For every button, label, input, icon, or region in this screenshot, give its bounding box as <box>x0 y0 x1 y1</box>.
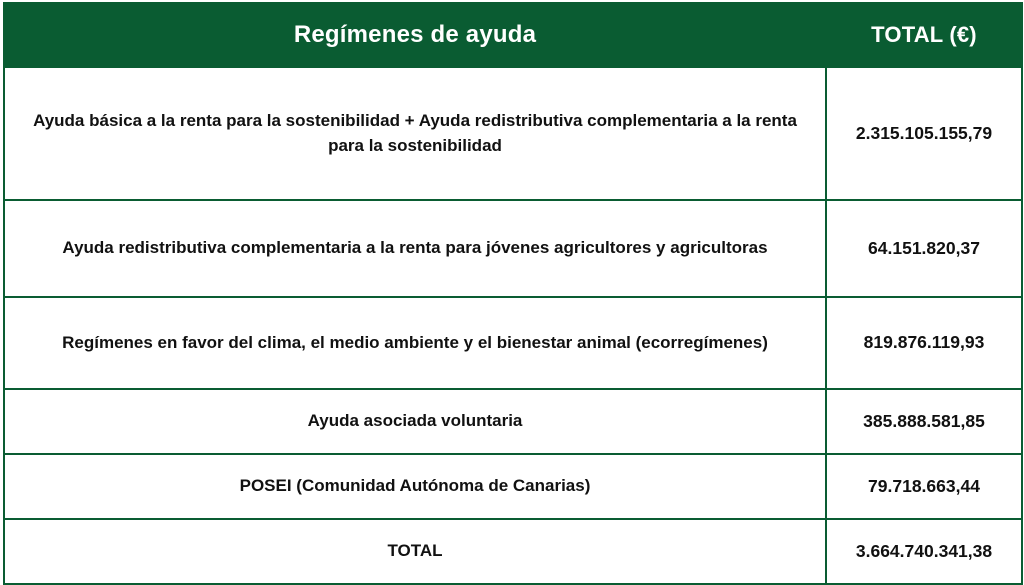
table-header <box>4 3 1022 67</box>
table-row <box>4 454 1022 519</box>
table-row <box>4 297 1022 389</box>
aid-schemes-table <box>3 2 1023 585</box>
cell-aid-scheme-amount: 64.151.820,37 <box>826 200 1022 297</box>
cell-aid-scheme-amount: 2.315.105.155,79 <box>826 67 1022 200</box>
cell-aid-scheme-amount: 819.876.119,93 <box>826 297 1022 389</box>
cell-aid-scheme-name: POSEI (Comunidad Autónoma de Canarias) <box>4 454 826 519</box>
cell-aid-scheme-name: Ayuda básica a la renta para la sostenibilidad + Ayuda redistributiva complementaria a la renta para la sostenibilidad <box>4 67 826 200</box>
column-header-aid-schemes: Regímenes de ayuda <box>4 3 826 67</box>
cell-aid-scheme-name: Ayuda redistributiva complementaria a la renta para jóvenes agricultores y agricultoras <box>4 200 826 297</box>
column-header-total: TOTAL (€) <box>826 3 1022 67</box>
cell-aid-scheme-amount: 385.888.581,85 <box>826 389 1022 454</box>
cell-total-label: TOTAL <box>4 519 826 584</box>
cell-aid-scheme-name: Regímenes en favor del clima, el medio ambiente y el bienestar animal (ecorregímenes) <box>4 297 826 389</box>
cell-total-amount: 3.664.740.341,38 <box>826 519 1022 584</box>
table-row <box>4 389 1022 454</box>
cell-aid-scheme-name: Ayuda asociada voluntaria <box>4 389 826 454</box>
table-row-total <box>4 519 1022 584</box>
cell-aid-scheme-amount: 79.718.663,44 <box>826 454 1022 519</box>
table-row <box>4 200 1022 297</box>
table-body <box>4 67 1022 584</box>
table-header-row <box>4 3 1022 67</box>
table-row <box>4 67 1022 200</box>
